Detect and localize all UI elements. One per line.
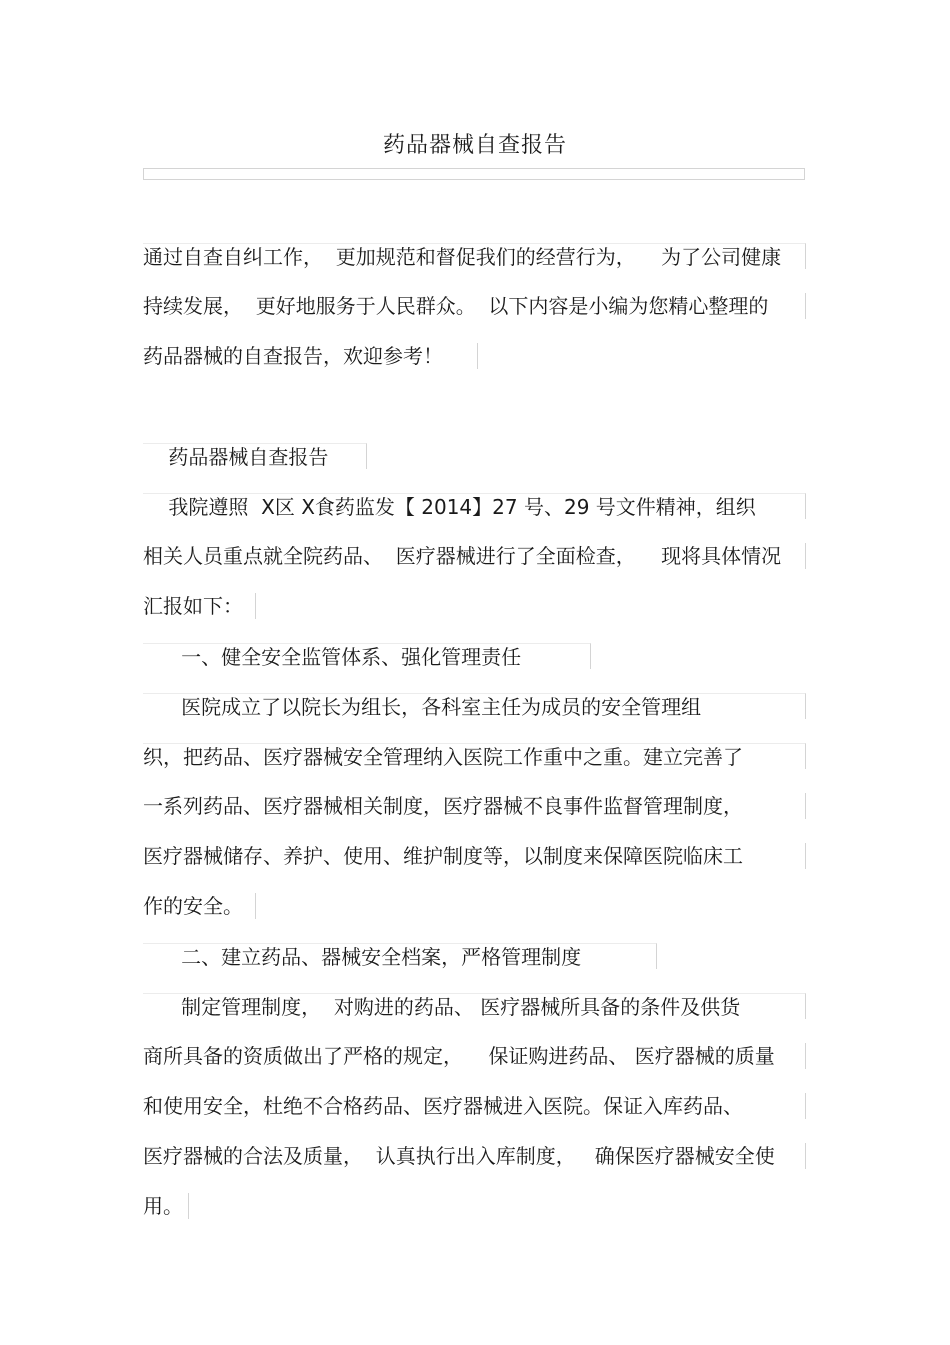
intro-line-3: 药品器械的自查报告，欢迎参考！ <box>143 343 478 369</box>
intro-line-2: 持续发展， 更好地服务于人民群众。 以下内容是小编为您精心整理的 <box>143 293 806 319</box>
body-line-1: 我院遵照 X区 X食药监发【 2014】27 号、29 号文件精神，组织 <box>143 493 806 519</box>
body-line-5: 织，把药品、医疗器械安全管理纳入医院工作重中之重。建立完善了 <box>143 743 806 769</box>
title-underline <box>143 168 805 180</box>
report-heading: 药品器械自查报告 <box>143 443 367 469</box>
body-line-3: 汇报如下： <box>143 593 256 619</box>
section-heading-1: 一、健全安全监管体系、强化管理责任 <box>143 643 591 669</box>
body-line-6: 一系列药品、医疗器械相关制度，医疗器械不良事件监督管理制度， <box>143 793 806 819</box>
section-heading-2: 二、建立药品、器械安全档案，严格管理制度 <box>143 943 657 969</box>
body-line-2: 相关人员重点就全院药品、 医疗器械进行了全面检查， 现将具体情况 <box>143 543 806 569</box>
body-line-13: 用。 <box>143 1193 189 1219</box>
body-line-4: 医院成立了以院长为组长，各科室主任为成员的安全管理组 <box>143 693 806 719</box>
body-line-9: 制定管理制度， 对购进的药品、 医疗器械所具备的条件及供货 <box>143 993 806 1019</box>
document-title: 药品器械自查报告 <box>382 133 567 158</box>
body-line-12: 医疗器械的合法及质量， 认真执行出入库制度， 确保医疗器械安全使 <box>143 1143 806 1169</box>
body-line-11: 和使用安全，杜绝不合格药品、医疗器械进入医院。保证入库药品、 <box>143 1093 806 1119</box>
body-line-10: 商所具备的资质做出了严格的规定， 保证购进药品、 医疗器械的质量 <box>143 1043 806 1069</box>
body-line-8: 作的安全。 <box>143 893 256 919</box>
body-line-7: 医疗器械储存、养护、使用、维护制度等，以制度来保障医院临床工 <box>143 843 806 869</box>
intro-line-1: 通过自查自纠工作， 更加规范和督促我们的经营行为， 为了公司健康 <box>143 243 806 269</box>
